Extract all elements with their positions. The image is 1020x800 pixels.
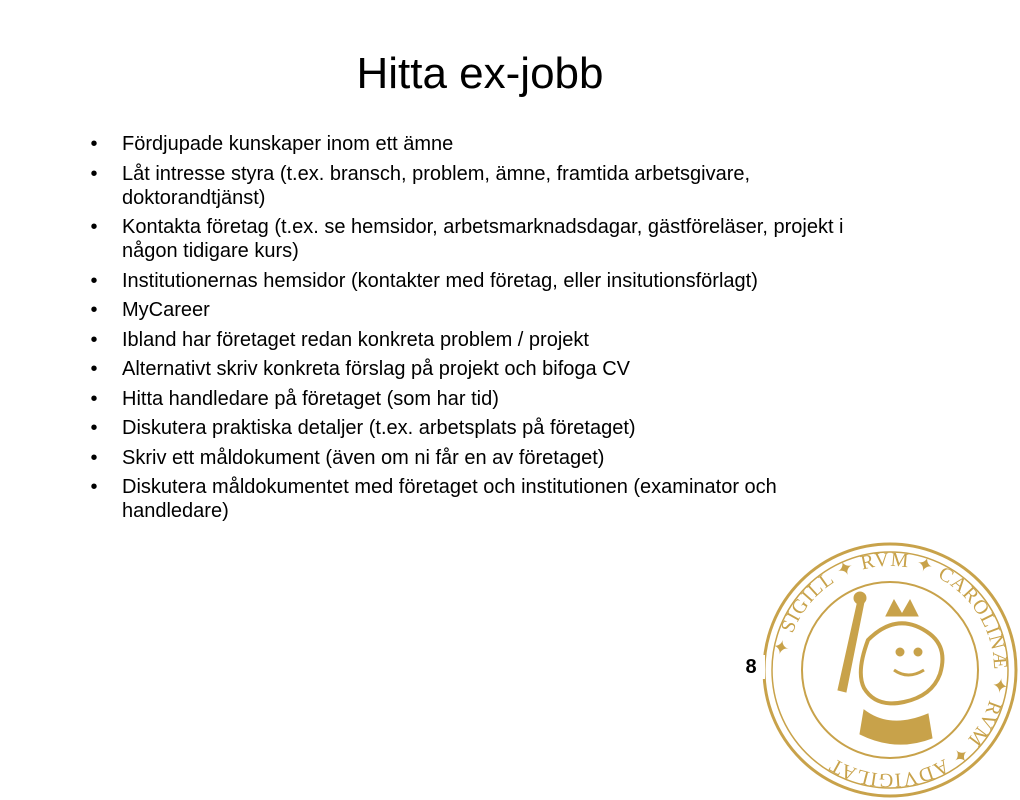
bullet-text: Låt intresse styra (t.ex. bransch, problem, ämne, framtida arbetsgivare, doktorandtjänst) xyxy=(122,162,751,209)
bullet-icon: • xyxy=(90,162,98,185)
bullet-item xyxy=(80,269,860,293)
bullet-item xyxy=(80,298,860,322)
bullet-item xyxy=(80,446,860,470)
bullet-text: Skriv ett måldokument (även om ni får en av företaget) xyxy=(122,446,605,469)
bullet-icon: • xyxy=(90,358,98,380)
bullet-icon: • xyxy=(90,299,98,321)
svg-text:✦ SIGILL ✦ RVM ✦ CAROLINÆ ✦ RV: ✦ SIGILL ✦ RVM ✦ CAROLINÆ ✦ RVM ✦ ADVIGILAT xyxy=(769,548,1012,792)
bullet-item xyxy=(80,328,860,352)
bullet-text: Institutionernas hemsidor (kontakter med företag, eller insitutionsförlagt) xyxy=(122,269,758,292)
bullet-item xyxy=(80,215,860,263)
bullet-list xyxy=(80,132,860,529)
bullet-text: Ibland har företaget redan konkreta problem / projekt xyxy=(122,328,589,351)
bullet-icon: • xyxy=(90,417,98,439)
bullet-item xyxy=(80,357,860,381)
bullet-icon: • xyxy=(90,446,98,469)
university-seal-icon xyxy=(760,540,1020,800)
bullet-item xyxy=(80,162,860,210)
bullet-text: Diskutera måldokumentet med företaget och institutionen (examinator och handledare) xyxy=(122,476,777,522)
bullet-icon: • xyxy=(90,269,98,292)
bullet-item xyxy=(80,132,860,156)
bullet-text: Alternativt skriv konkreta förslag på projekt och bifoga CV xyxy=(122,358,631,380)
bullet-item xyxy=(80,387,860,411)
bullet-icon: • xyxy=(90,476,98,498)
page-number: 8 xyxy=(737,655,765,679)
bullet-icon: • xyxy=(90,387,98,410)
bullet-item xyxy=(80,475,860,523)
bullet-text: MyCareer xyxy=(122,299,210,321)
slide-title: Hitta ex-jobb xyxy=(356,49,604,98)
bullet-icon: • xyxy=(90,328,98,351)
bullet-item xyxy=(80,416,860,440)
bullet-text: Hitta handledare på företaget (som har tid) xyxy=(122,387,499,410)
bullet-text: Diskutera praktiska detaljer (t.ex. arbetsplats på företaget) xyxy=(122,417,636,439)
bullet-icon: • xyxy=(90,216,98,238)
bullet-icon: • xyxy=(90,133,98,155)
bullet-text: Kontakta företag (t.ex. se hemsidor, arbetsmarknadsdagar, gästföreläser, projekt i någon tidigare kurs) xyxy=(122,216,844,262)
bullet-text: Fördjupade kunskaper inom ett ämne xyxy=(122,133,454,155)
